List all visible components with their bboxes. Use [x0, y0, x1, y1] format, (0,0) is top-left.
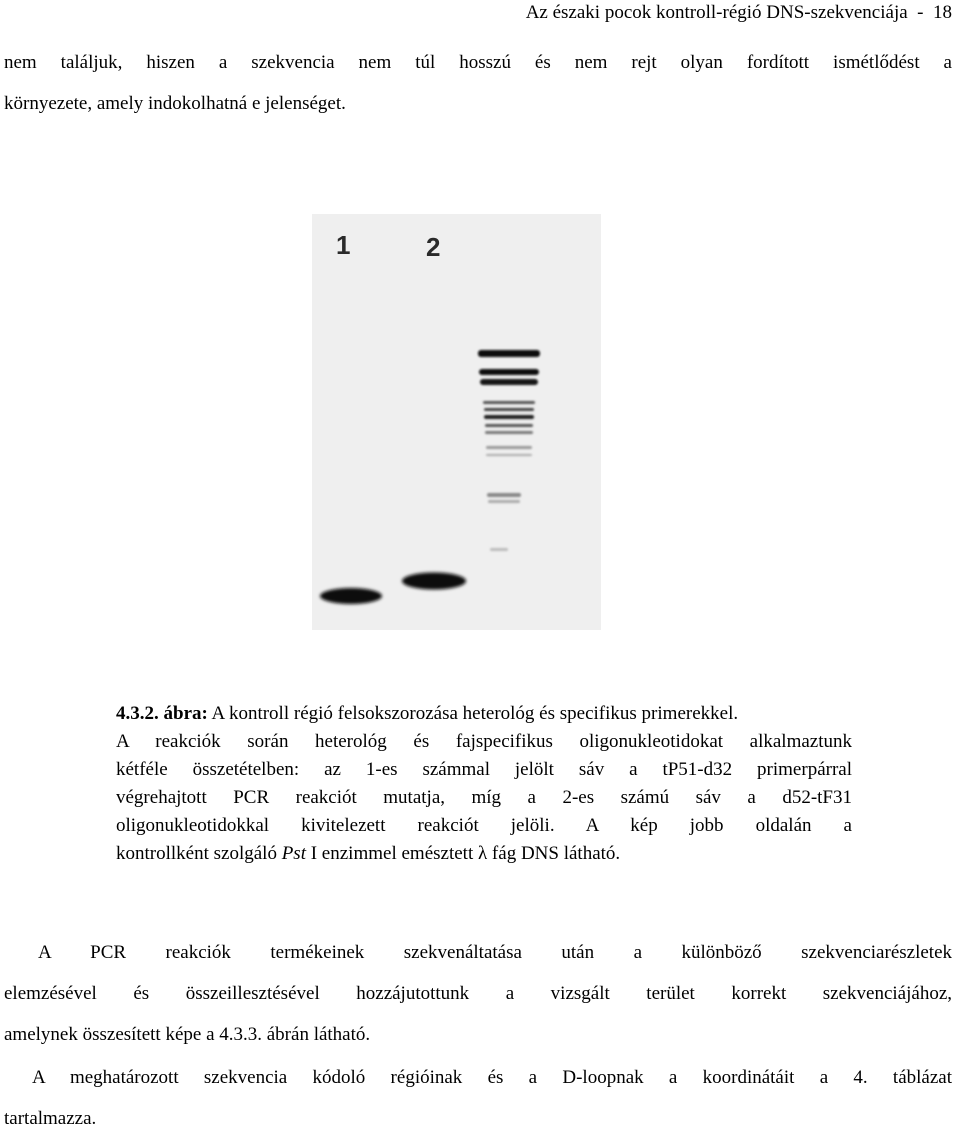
- gel-electrophoresis-image: [312, 214, 601, 630]
- lane-label-2: 2: [426, 232, 441, 262]
- marker-band: [478, 350, 540, 357]
- running-title: Az északi pocok kontroll-régió DNS-szekvenciája: [525, 2, 908, 23]
- paragraph-line: nem találjuk, hiszen a szekvencia nem túl hosszú és nem rejt olyan fordított ismétlődést a: [4, 52, 952, 73]
- figure-caption: [116, 700, 852, 868]
- caption-line: végrehajtott PCR reakciót mutatja, míg a 2-es számú sáv a d52-tF31: [116, 787, 852, 808]
- page-number: 18: [933, 2, 952, 23]
- caption-line: A reakciók során heterológ és fajspecifikus oligonukleotidokat alkalmaztunk: [116, 731, 852, 752]
- marker-band: [490, 548, 508, 551]
- marker-band: [485, 431, 533, 434]
- header-separator: -: [917, 2, 924, 23]
- marker-band: [483, 401, 535, 404]
- caption-text: kontrollként szolgáló: [116, 843, 282, 864]
- paragraph-line: A PCR reakciók termékeinek szekvenáltatása után a különböző szekvenciarészletek: [38, 942, 952, 963]
- marker-band: [479, 369, 539, 375]
- lane-label-1: 1: [336, 230, 351, 260]
- gel-background: [312, 214, 601, 630]
- paragraph-continuation: [4, 42, 952, 124]
- marker-band: [488, 500, 520, 503]
- paragraph-sequencing: [4, 932, 952, 1055]
- marker-band: [484, 415, 534, 419]
- caption-title: A kontroll régió felsokszorozása heterológ és specifikus primerekkel.: [207, 703, 739, 724]
- caption-text: I enzimmel emésztett λ fág DNS látható.: [305, 843, 621, 864]
- paragraph-line: elemzésével és összeillesztésével hozzájutottunk a vizsgált terület korrekt szekvenciájához,: [4, 983, 952, 1004]
- marker-band: [485, 424, 533, 427]
- caption-line: kétféle összetételben: az 1-es számmal jelölt sáv a tP51-d32 primerpárral: [116, 759, 852, 780]
- marker-band: [487, 493, 521, 497]
- paragraph-line: A meghatározott szekvencia kódoló régióinak és a D-loopnak a koordinátáit a 4. táblázat: [32, 1067, 952, 1088]
- caption-enzyme-name: Pst: [281, 843, 306, 864]
- marker-band: [486, 446, 532, 449]
- marker-band: [484, 408, 534, 411]
- paragraph-line: környezete, amely indokolhatná e jelenséget.: [4, 93, 346, 114]
- paragraph-coordinates: [4, 1057, 952, 1139]
- lane-1-band: [320, 588, 382, 604]
- paragraph-line: amelynek összesített képe a 4.3.3. ábrán látható.: [4, 1024, 371, 1045]
- caption-label: 4.3.2. ábra:: [116, 703, 208, 724]
- marker-band: [486, 454, 532, 456]
- marker-band: [480, 379, 538, 385]
- paragraph-line: tartalmazza.: [4, 1108, 97, 1129]
- caption-line: oligonukleotidokkal kivitelezett reakciót jelöli. A kép jobb oldalán a: [116, 815, 852, 836]
- lane-2-band: [402, 573, 466, 590]
- caption-line: [116, 700, 852, 728]
- running-header: [526, 2, 952, 24]
- caption-line: [116, 840, 852, 868]
